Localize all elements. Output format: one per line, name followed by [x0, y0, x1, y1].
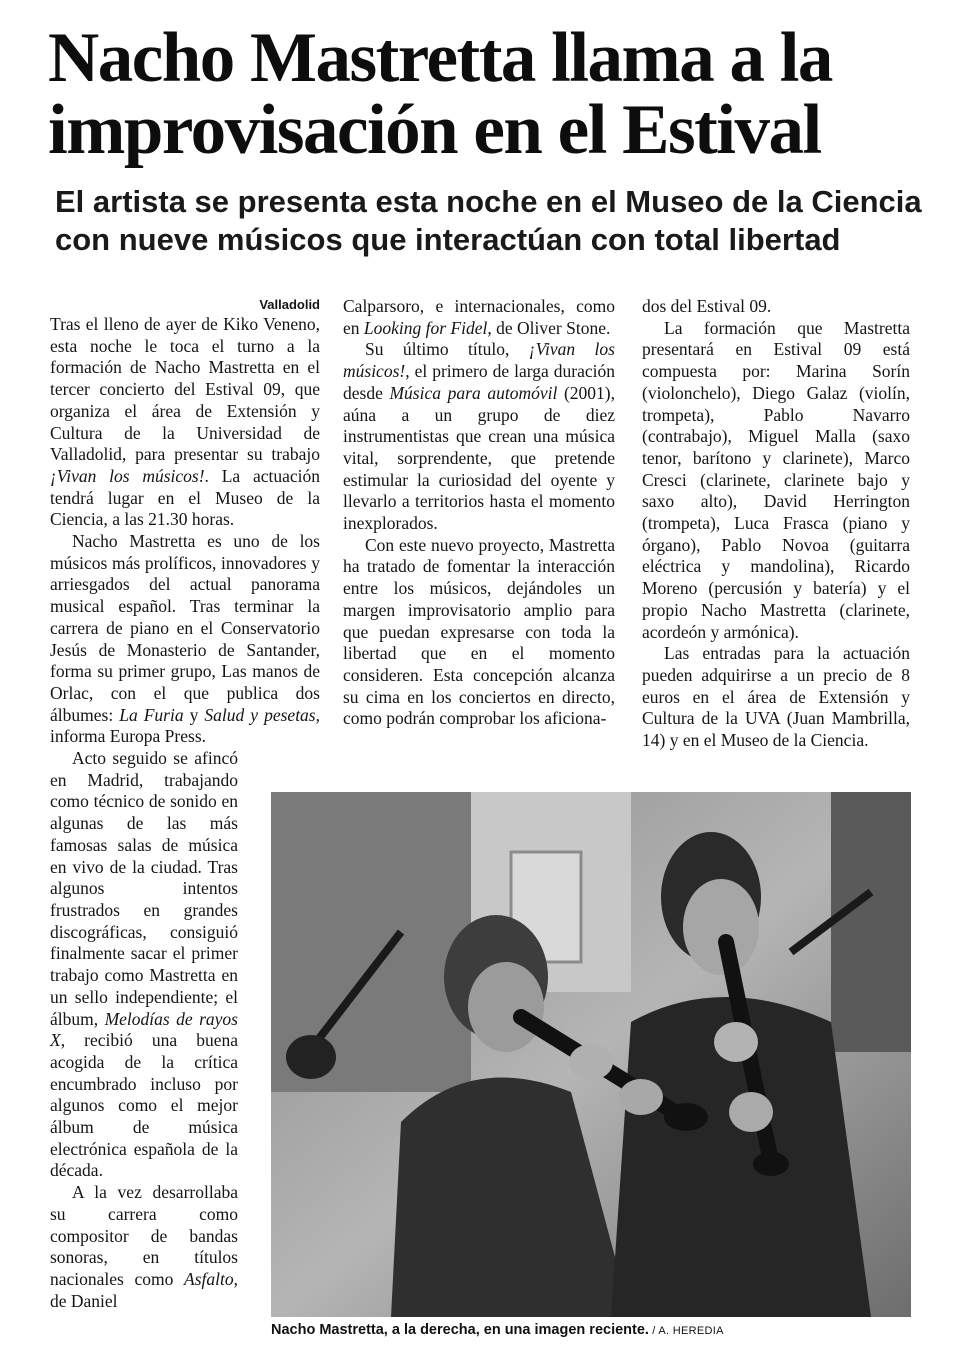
article-column-2: [343, 296, 615, 730]
concert-photo: [271, 792, 911, 1317]
paragraph: dos del Estival 09.: [642, 296, 772, 316]
album-title: La Furia: [119, 704, 184, 725]
paragraph: [343, 339, 615, 534]
paragraph-text: Tras el lleno de ayer de Kiko Veneno, esta noche le toca el turno a la formación de Nacho Mastretta en el tercer concierto del Estival 09, que organiza el área de Extensión y Cultura de la Universidad de Valladolid, para presentar su trabajo: [50, 314, 320, 465]
paragraph: [50, 314, 320, 531]
paragraph: Con este nuevo proyecto, Mastretta ha tratado de fomentar la interacción entre los músicos, dejándoles un margen improvisatorio amplio para que puedan expresarse con toda la libertad que en el momento consideren. Esta concepción alcanza su cima en los conciertos en directo, como podrán comprobar los aficiona-: [343, 534, 615, 729]
paragraph: Las entradas para la actuación pueden adquirirse a un precio de 8 euros en el área de Extensión y Cultura de la UVA (Juan Mambrilla, 14) y en el Museo de la Ciencia.: [642, 643, 910, 751]
paragraph-text: y: [183, 704, 205, 725]
photo-credit: / A. HEREDIA: [648, 1325, 724, 1337]
paragraph-text: Calparsoro, e internacionales, como en: [343, 296, 615, 338]
paragraph-text: , el primero de larga duración desde: [343, 361, 615, 403]
headline-line: Nacho Mastretta llama a la: [48, 19, 832, 97]
album-title: ¡Vivan los músicos!: [50, 465, 205, 486]
paragraph: [343, 296, 615, 339]
paragraph: [50, 748, 238, 1182]
paragraph: [50, 1182, 238, 1312]
caption-text: Nacho Mastretta, a la derecha, en una imagen reciente.: [271, 1322, 649, 1338]
film-title: Asfalto: [184, 1268, 234, 1289]
dateline: Valladolid: [259, 297, 320, 312]
photo-illustration: [271, 792, 911, 1317]
paragraph-text: Su último título,: [365, 339, 529, 360]
photo-caption: [271, 1322, 931, 1338]
headline: [48, 19, 928, 169]
album-title: Salud y pesetas: [204, 704, 316, 725]
paragraph-text: A la vez desarrollaba su carrera como compositor de bandas sonoras, en títulos nacionales como: [50, 1182, 238, 1289]
paragraph: [50, 531, 320, 748]
paragraph-text: (2001), aúna a un grupo de diez instrumentistas que crean una música vital, sorprendente, que pretende estimular la curiosidad del oyente y llevarlo a territorios hasta el momento inexplorados.: [343, 382, 615, 534]
subheadline-line: El artista se presenta esta noche en el Museo de la Ciencia: [55, 184, 922, 219]
paragraph-text: Acto seguido se afincó en Madrid, trabajando como técnico de sonido en algunas de las más famosas salas de música en vivo de la ciudad. Tras algunos intentos frustrados en grandes discográficas, consiguió finalmente sacar el primer trabajo como Mastretta en un sello independiente; el álbum,: [50, 748, 238, 1029]
subheadline-line: con nueve músicos que interactúan con total libertad: [55, 222, 841, 257]
paragraph-text: Nacho Mastretta es uno de los músicos más prolíficos, innovadores y arriesgados del actual panorama musical español. Tras terminar la carrera de piano en el Conservatorio Jesús de Monasterio de Santander, forma su primer grupo, Las manos de Orlac, con el que publica dos álbumes:: [50, 531, 320, 725]
paragraph-text: , de Daniel: [50, 1268, 238, 1311]
album-title: Melodías de rayos X: [50, 1008, 238, 1051]
paragraph-text: , recibió una buena acogida de la crítica encumbrado incluso por algunos como el mejor álbum de música electrónica española de la década.: [50, 1030, 238, 1181]
narrow-text-block: [50, 748, 238, 1312]
subheadline: [55, 183, 935, 259]
paragraph: La formación que Mastretta presentará en Estival 09 está compuesta por: Marina Sorín (violonchelo), Diego Galaz (violín, trompeta), Pablo Navarro (contrabajo), Miguel Malla (saxo tenor, barítono y clarinete), Marco Cresci (clarinete, clarinete bajo y saxo alto), David Herrington (trompeta), Luca Frasca (piano y órgano), Pablo Novoa (guitarra eléctrica y mandolina), Ricardo Moreno (percusión y batería) y el propio Nacho Mastretta (clarinete, acordeón y armónica).: [642, 317, 910, 642]
paragraph-text: , de Oliver Stone.: [487, 317, 611, 338]
album-title: Música para automóvil: [389, 382, 558, 403]
film-title: Looking for Fidel: [363, 317, 488, 338]
paragraph-text: , informa Europa Press.: [50, 704, 320, 747]
paragraph-text: . La actuación tendrá lugar en el Museo de la Ciencia, a las 21.30 horas.: [50, 465, 320, 530]
article-column-3: [642, 296, 910, 752]
album-title: ¡Vivan los músicos!: [343, 339, 615, 382]
headline-line: improvisación en el Estival: [48, 91, 821, 169]
